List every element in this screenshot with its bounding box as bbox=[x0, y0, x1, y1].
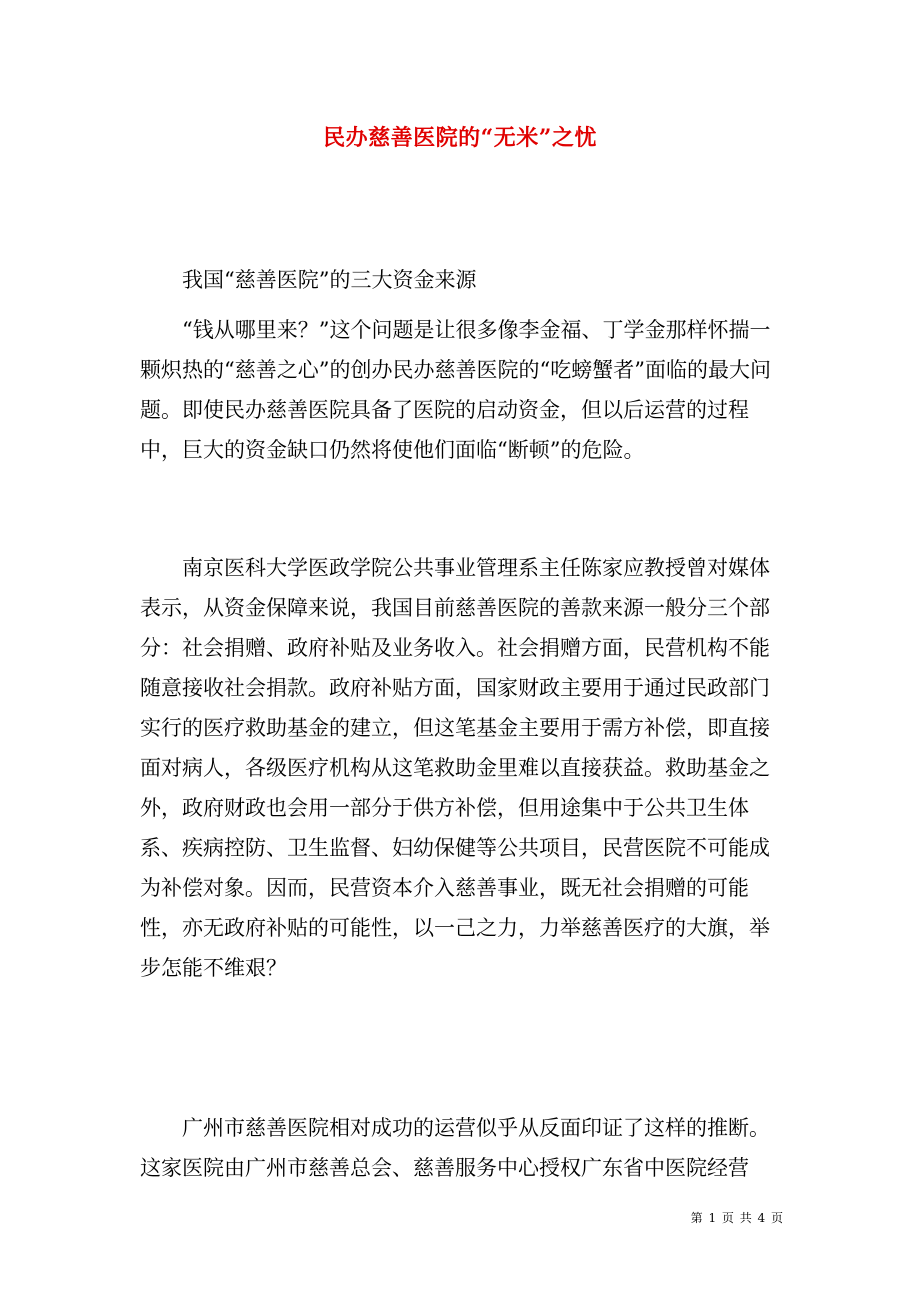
paragraph-1: “钱从哪里来？”这个问题是让很多像李金福、丁学金那样怀揣一颗炽热的“慈善之心”的创办民办慈善医院的“吃螃蟹者”面临的最大问题。即使民办慈善医院具备了医院的启动资金，但以后运营的过程中，巨大的资金缺口仍然将使他们面临“断顿”的危险。 bbox=[140, 318, 771, 462]
paragraph-2: 南京医科大学医政学院公共事业管理系主任陈家应教授曾对媒体表示，从资金保障来说，我国目前慈善医院的善款来源一般分三个部分：社会捐赠、政府补贴及业务收入。社会捐赠方面，民营机构不能随意接收社会捐款。政府补贴方面，国家财政主要用于通过民政部门实行的医疗救助基金的建立，但这笔基金主要用于需方补偿，即直接面对病人，各级医疗机构从这笔救助金里难以直接获益。救助基金之外，政府财政也会用一部分于供方补偿，但用途集中于公共卫生体系、疾病控防、卫生监督、妇幼保健等公共项目，民营医院不可能成为补偿对象。因而，民营资本介入慈善事业，既无社会捐赠的可能性，亦无政府补贴的可能性，以一己之力，力举慈善医疗的大旗，举步怎能不维艰？ bbox=[140, 556, 770, 980]
paragraph-3: 广州市慈善医院相对成功的运营似乎从反面印证了这样的推断。这家医院由广州市慈善总会、慈善服务中心授权广东省中医院经营 bbox=[140, 1116, 770, 1180]
section-heading: 我国“慈善医院”的三大资金来源 bbox=[182, 268, 477, 292]
document-title: 民办慈善医院的“无米”之忧 bbox=[323, 125, 597, 151]
page-number-footer: 第 1 页 共 4 页 bbox=[690, 1211, 784, 1225]
